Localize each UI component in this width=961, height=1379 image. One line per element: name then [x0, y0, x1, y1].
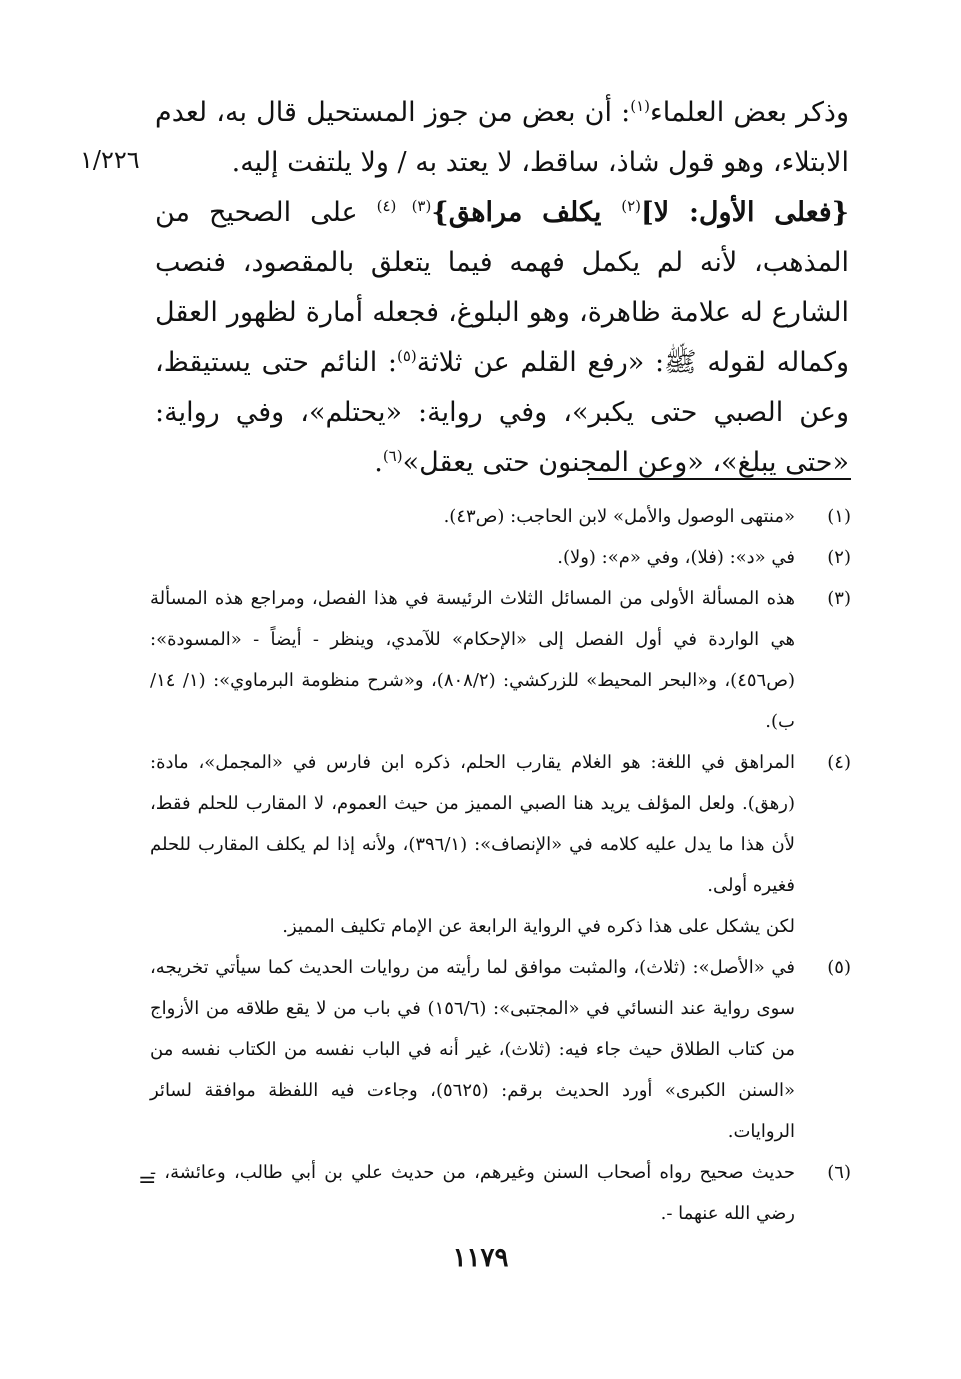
footnote-5 [150, 947, 851, 1152]
footnote-separator [588, 478, 851, 480]
p1-text-a: وذكر بعض العلماء [650, 97, 849, 128]
footnote-ref-6: (٦) [382, 447, 403, 465]
paragraph-1 [155, 88, 849, 188]
paragraph-2 [155, 188, 849, 488]
main-text [155, 88, 849, 488]
footnote-text: «منتهى الوصول والأمل» لابن الحاجب: (ص٤٣). [443, 506, 795, 527]
footnote-number: (٢) [827, 547, 851, 568]
footnote-ref-5: (٥) [397, 347, 417, 365]
footnote-number: (٦) [827, 1162, 851, 1183]
p2-heading-a: {فعلى الأول: لا] [641, 197, 850, 228]
footnotes [150, 496, 851, 1234]
footnote-text: في «د»: (فلا)، وفي «م»: (ولا). [557, 547, 795, 568]
footnote-4 [150, 742, 851, 906]
footnote-3 [150, 578, 851, 742]
footnote-ref-2: (٢) [621, 197, 641, 215]
footnote-text: في «الأصل»: (ثلاث)، والمثبت موافق لما رأيته من روايات الحديث كما سيأتي تخريجه، سوى رواية عند النسائي في «المجتبى»: (١٥٦/٦) في باب من لا يقع طلاقه من الأزواج من كتاب الطلاق حيث جاء فيه: (ثلاث)، غير أنه في الباب نفسه من الكتاب نفسه من «السنن الكبرى» أورد الحديث برقم: (٥٦٢٥)، وجاءت فيه اللفظة موافقة لسائر الروايات. [150, 957, 795, 1142]
footnote-text: هذه المسألة الأولى من المسائل الثلاث الرئيسة في هذا الفصل، ومراجع هذه المسألة هي الواردة في أول الفصل إلى «الإحكام» للآمدي، وينظر - أيضاً - «المسودة»: (ص٤٥٦)، و«البحر المحيط» للزركشي: (٨٠٨/٢)، و«شرح منظومة البرماوي»: (١/ ١٤/ب). [150, 588, 796, 732]
manuscript-margin-reference: ١/٢٢٦ [80, 146, 140, 174]
footnote-2 [150, 537, 851, 578]
footnote-ref-4: (٤) [376, 197, 412, 215]
footnote-number: (٤) [827, 752, 851, 773]
footnote-1 [150, 496, 851, 537]
footnote-number: (١) [827, 506, 851, 527]
footnote-text: حديث صحيح رواه أصحاب السنن وغيرهم، من حديث علي بن أبي طالب، وعائشة، - رضي الله عنهما -. [150, 1162, 795, 1224]
footnote-ref-1: (١) [630, 97, 651, 115]
footnote-number: (٥) [827, 957, 851, 978]
p2-heading-b: يكلف مراهق} [431, 197, 622, 228]
p1-text-b: : أن بعض من جوز المستحيل قال به، لعدم الابتلاء، وهو قول شاذ، ساقط، لا يعتد به / ولا يلتفت إليه. [155, 97, 849, 178]
footnote-number: (٣) [827, 588, 851, 609]
p2-text-b: : النائم حتى يستيقظ، وعن الصبي حتى يكبر»، وفي رواية: «يحتلم»، وفي رواية: «حتى يبلغ»، «وعن المجنون حتى يعقل» [155, 347, 849, 478]
footnote-ref-3: (٣) [411, 197, 432, 215]
footnote-text: المراهق في اللغة: هو الغلام يقارب الحلم، ذكره ابن فارس في «المجمل»، مادة: (رهق). ولعل المؤلف يريد هنا الصبي المميز من حيث العموم، لا المقارب للحلم فقط، لأن هذا ما يدل عليه كلامه في «الإنصاف»: (٣٩٦/١)، ولأنه إذا لم يكلف المقارب للحلم فغيره أولى. [150, 752, 795, 896]
footnote-6 [150, 1152, 851, 1234]
p2-text-end: . [374, 447, 383, 478]
footnote-4-continuation: لكن يشكل على هذا ذكره في الرواية الرابعة عن الإمام تكليف المميز. [282, 916, 795, 937]
p2-text-a: على الصحيح من المذهب، لأنه لم يكمل فهمه فيما يتعلق بالمقصود، فنصب الشارع له علامة ظاهرة، وهو البلوغ، فجعله أمارة لظهور العقل وكماله لقوله ﷺ: «رفع القلم عن ثلاثة [155, 197, 849, 378]
page-number: ١١٧٩ [452, 1243, 509, 1273]
continuation-mark: = [138, 1168, 157, 1193]
